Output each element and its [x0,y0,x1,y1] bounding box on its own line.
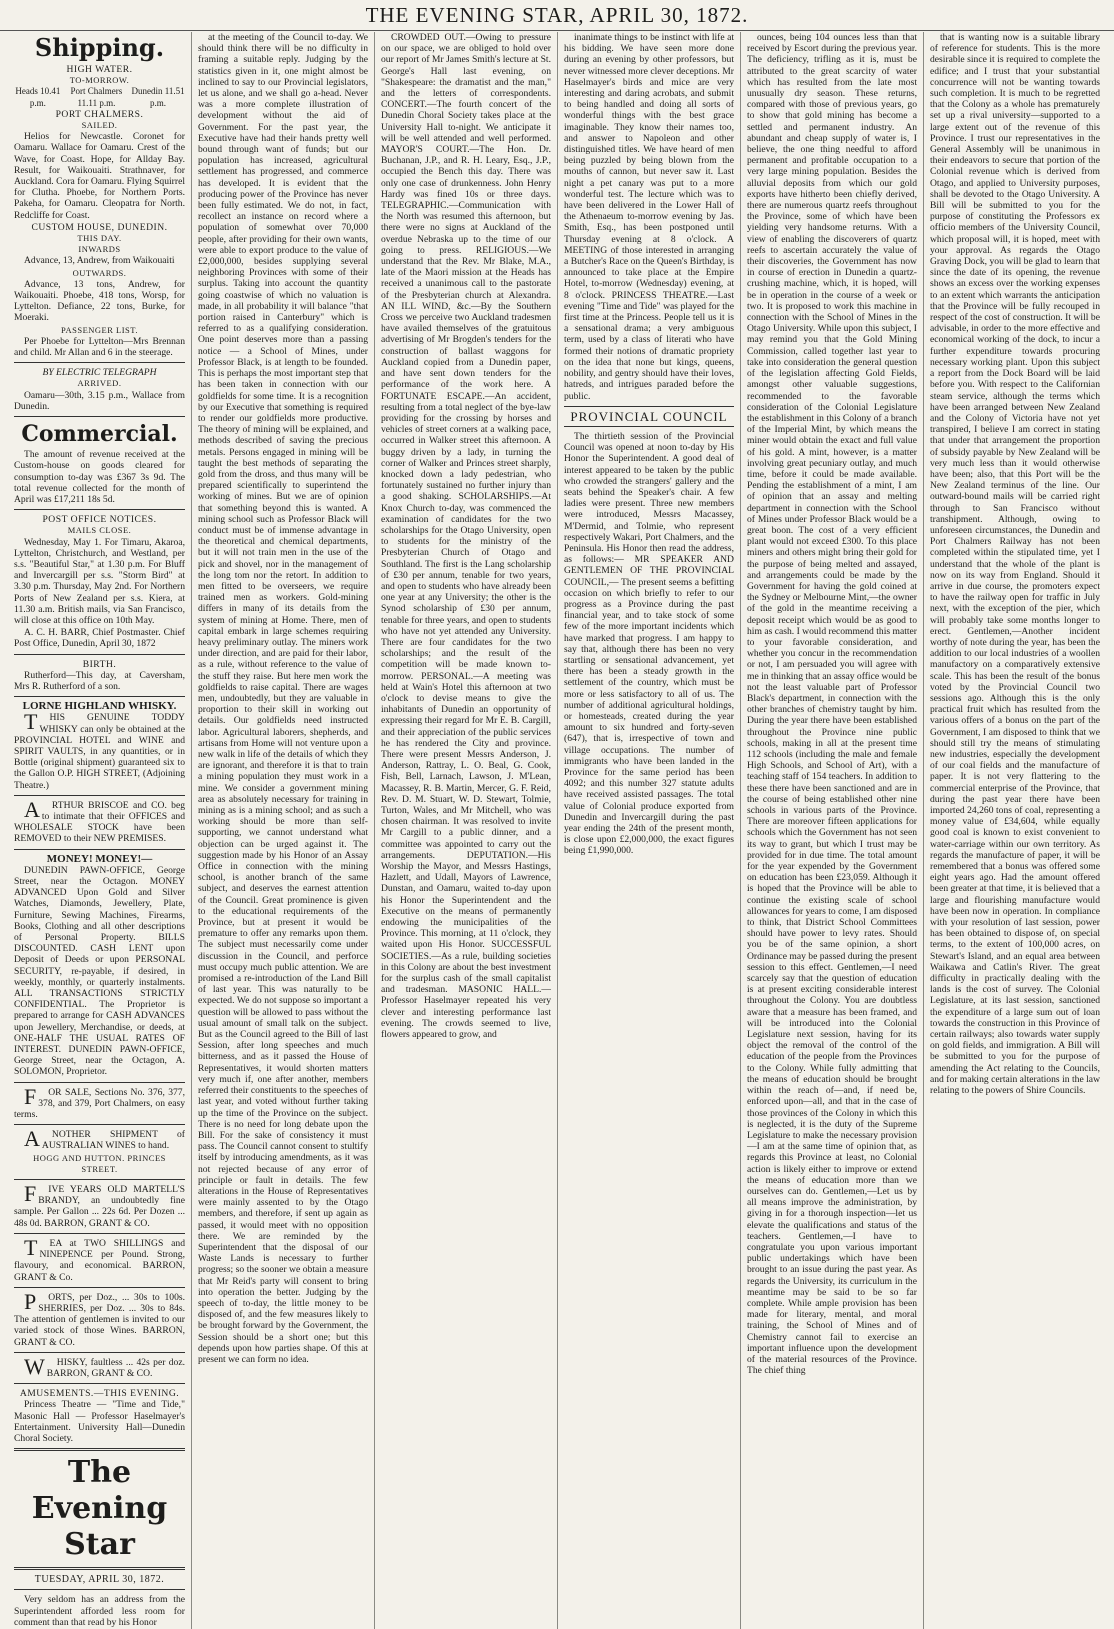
double-rule [14,1567,185,1570]
rule [14,795,185,796]
local-news-items: CROWDED OUT.—Owing to pressure on our space, we are obliged to hold over our report of Mr James Smith's lecture at St. George's Hall last evening, on "Shakespeare: the dramatist and the man," and the letters of correspondents. CONCERT.—The fourth concert of the Dunedin Choral Society takes place at the University Hall to-night. We anticipate it will be well attended and well performed. MAYOR'S COURT.—The Hon. Dr. Buchanan, J.P., and R. H. Leary, Esq., J.P., occupied the Bench this day. There was only one case of drunkenness. John Henry Hardy was fined 10s or three days. TELEGRAPHIC.—Communication with the North was resumed this afternoon, but there were no signs at Auckland of the overdue Nebraska up to the time of our going to press. RELIGIOUS.—We understand that the Rev. Mr Blake, M.A., late of the Maori mission at the Heads has received a unanimous call to the pastorate of the Presbyterian church at Alexandra. AN ILL WIND, &c.—By the Southern Cross we perceive two Auckland tradesmen have availed themselves of the gratuitous advertising of Mr Brogden's tenders for the construction of ballast waggons for Auckland copied from a Dunedin paper, and have sent down tenders for the performance of the work here. A FORTUNATE ESCAPE.—An accident, resulting from a total neglect of the bye-law providing for the crossing by horses and vehicles of street corners at a walking pace, occurred in Walker street this afternoon. A buggy driven by a lady, in turning the corner of Walker and Princes street sharply, knocked down a lady pedestrian, who fortunately sustained no further injury than a good shaking. SCHOLARSHIPS.—At Knox Church to-day, was commenced the examination of candidates for the two scholarships for the Otago University, open to students for the ministry of the Presbyterian Church of Otago and Southland. The first is the Lang scholarship of £30 per annum, tenable for two years, and open to students who have already been one year at any University; the other is the Synod scholarship of £30 per annum, tenable for three years, and open to students who have not yet attended any University. There are four candidates for the two scholarships; and the result of the competition will be made known to-morrow. PERSONAL.—A meeting was held at Wain's Hotel this afternoon at two o'clock to devise means to give the inhabitants of Dunedin an opportunity of expressing their regard for Mr E. B. Cargill, and their appreciation of the public services he has rendered the City and province. There were present Messrs Anderson, J. Anderson, Rattray, L. O. Beal, G. Cook, Fish, Bell, Larnach, Lawson, J. M'Lean, Macassey, R. B. Martin, Mercer, G. F. Reid, Rev. D. M. Stuart, W. D. Stewart, Tolmie, Turton, Wales, and Mr Mitchell, who was chosen chairman. It was resolved to invite Mr Cargill to a public dinner, and a committee was appointed to carry out the arrangements. DEPUTATION.—His Worship the Mayor, and Messrs Hastings, Hazlett, and Udall, Mayors of Lawrence, Dunstan, and Oamaru, waited to-day upon his Honor the Superintendent and the Executive on the means of permanently endowing the municipalities of the Province. This morning, at 11 o'clock, they waited upon His Honor. SUCCESSFUL SOCIETIES.—As a rule, building societies in this Colony are about the best investment for the surplus cash of the small capitalist and tradesman. MASONIC HALL.—Professor Haselmayer repeated his very clever and interesting performance last evening. The crowds seemed to live, flowers appeared to grow, and [381,32,551,1041]
hogg-hutton-sign: HOGG AND HUTTON. PRINCES STREET. [33,1152,166,1174]
ports-sherries-ad: PORTS, per Doz., ... 30s to 100s. SHERRIES, per Doz. ... 30s to 84s. The attention of gentlemen is invited to our varied stock of those Wines. BARRON, GRANT & CO. [14,1288,185,1348]
column-6 [923,32,1106,1629]
australian-wines-ad: ANOTHER SHIPMENT of AUSTRALIAN WINES to hand. [24,1126,185,1152]
lorne-whisky-heading: LORNE HIGHLAND WHISKY. [22,700,177,713]
column-5 [740,32,923,1629]
provincial-council-report: The thirtieth session of the Provincial Council was opened at noon to-day by His Honor the Superintendent. A good deal of interest appeared to be taken by the public who crowded the strangers' gallery and the seats behind the Speaker's chair. A few ladies were present. Three new members were introduced, Messrs Macassey, M'Dermid, and Tolmie, who represent respectively Wakari, Port Chalmers, and the Peninsula. His Honor then read the address, as follows:— MR SPEAKER AND GENTLEMEN OF THE PROVINCIAL COUNCIL,— The present seems a befitting occasion on which briefly to refer to our progress as a Province during the past financial year, and to take stock of some few of the more important incidents which have marked that progress. I am happy to say that, although there has been no very startling or sensational advancement, yet there has been a steady growth in the settlement of the country, which must be more or less satisfactory to all of us. The number of additional agricultural holdings, or homesteads, created during the year amount to six hundred and forty-seven (647), that is, irrespective of town and village occupations. The number of immigrants who have been landed in the Province for the same period has been 4092; and this number 327 statute adults have received assisted passages. The total value of Colonial produce exported from Dunedin and Invercargill during the past year ending the 24th of the present month, is close upon £2,000,000, the exact figures being £1,990,000. [564,430,734,857]
arrived-label: ARRIVED. [77,378,122,389]
rule [14,1124,185,1125]
column-4 [557,32,740,1629]
postmaster-sign: A. C. H. BARR, Chief Postmaster. Chief Post Office, Dunedin, April 30, 1872 [14,627,185,650]
shipping-heading: Shipping. [34,33,165,62]
rule [14,1383,185,1384]
rule [14,1179,185,1180]
port-chalmers-heading: PORT CHALMERS. [55,108,144,120]
brandy-ad: FIVE YEARS OLD MARTELL'S BRANDY, an undoubtedly fine sample. Per Gallon ... 22s 6d. Per Dozen ... 48s 0d. BARRON, GRANT & CO. [14,1181,185,1229]
commercial-heading: Commercial. [21,421,178,448]
tide-port-chalmers: Port Chalmers 11.11 p.m. [70,86,123,108]
tea-ad: TEA at TWO SHILLINGS and NINEPENCE per Pound. Strong, flavoury, and economical. BARRON, GRANT & Co. [14,1234,185,1283]
rule [14,1589,185,1590]
telegraph-heading: BY ELECTRIC TELEGRAPH [42,367,157,379]
rule [14,416,185,417]
commercial-text: The amount of revenue received at the Custom-house on goods cleared for consumption to-day was £367 3s 9d. The total revenue collected for the month of April was £17,211 18s 5d. [14,449,185,505]
superintendent-address-final: that is wanting now is a suitable library of reference for students. This is the more desirable since it is required to complete the edifice; and I trust that your substantial concurrence will not be wanting towards such completion. It is much to be regretted that the Colony as a whole has prematurely set up a rival university—supported to a large extent out of the revenue of this Province. I trust our representatives in the General Assembly will be unanimous in their endeavors to secure that portion of the Colonial revenue which is derived from Otago, and applied to University purposes, shall be devoted to the Otago University. A Bill will be submitted to you for the purpose of constituting the Professors ex officio members of the University Council, which proposal will, it is hoped, meet with your approval. As regards the Otago Graving Dock, you will be glad to learn that since the date of its opening, the revenue shows an excess over the working expenses to an extent which warrants the anticipation that the Province will be fully recouped in respect of the cost of construction. It will be advisable, in order to the more effective and economical working of the dock, to incur a further expenditure towards procuring necessary working plant. Upon this subject a report from the Dock Board will be laid before you. With respect to the Californian steam service, although the terms which have been arranged between New Zealand and the Colony of Victoria have not yet transpired, I believe I am correct in stating that under that arrangement the proportion of subsidy payable by New Zealand will be very much less than it would otherwise have been; also, that this Port will be the New Zealand terminus of the line. Our outward-bound mails will be carried right through to San Francisco without transhipment. Although, owing to unforeseen circumstances, the Dunedin and Port Chalmers Railway has not been completed within the stipulated time, yet I understand that the whole of the plant is now on its way from England. Should it arrive in due course, the promoters expect to have the railway open for traffic in July next, with the exception of the pier, which will probably take some months longer to erect. Gentlemen,—Another incident worthy of note during the year, has been the addition to our local industries of a woollen manufactory on a comparatively extensive scale. This has been the result of the bonus voted by the Provincial Council two sessions ago. Although this is the only practical fruit which has resulted from the various offers of a bonus on the part of the Government, I am disposed to think that we should still try the means of stimulating new industries, especially the development of our coal fields and the manufacture of paper. It is not very flattering to the commercial enterprise of the Province, that during the past year there have been imported 24,260 tons of coal, representing a money value of £34,604, while equally good coal is known to exist convenient to water-carriage within our own territory. As regards the manufacture of paper, it will be remembered that a bonus was offered some eight years ago. Had the amount offered been greater at that time, it is believed that a large and flourishing manufacture would have been now in operation. In compliance with your resolution of last session, power has been obtained to dispose of, on special terms, to the extent of 100,000 acres, on Stewart's Island, and an equal area between Waikawa and Catlin's River. The great difficulty in practically dealing with the lands is the cost of survey. The Colonial Legislature, at its last session, sanctioned the expenditure of a large sum out of loan towards the construction in this Province of certain railways; also towards water supply on gold fields, and immigration. A Bill will be submitted to you for the purpose of amending the Act relating to the Councils, and for making certain alterations in the law relating to the powers of Shire Councils. [930,32,1100,1097]
whisky-ad: WHISKY, faultless ... 42s per doz. BARRON, GRANT & CO. [24,1353,185,1379]
provincial-council-heading: PROVINCIAL COUNCIL [570,408,728,424]
lorne-whisky-ad: THIS GENUINE TODDY WHISKY can only be obtained at the PROVINCIAL HOTEL and WINE and SPIRIT VAULTS, in any quantities, or in Bottle (original shipment) guaranteed six to the Gallon O.P. HIGH STREET, (Adjoining Theatre.) [14,709,185,791]
custom-house-heading: CUSTOM HOUSE, DUNEDIN. [31,221,168,233]
amusements-heading: AMUSEMENTS.—THIS EVENING. [19,1388,180,1400]
tide-table [14,86,185,108]
post-office-heading: POST OFFICE NOTICES. [42,514,157,526]
rule [14,696,185,697]
masthead: THE EVENING STAR, APRIL 30, 1872. [0,0,1114,31]
superintendent-address-continued: ounces, being 104 ounces less than that received by Escort during the previous year. The deficiency, trifling as it is, must be attributed to the great scarcity of water which has resulted from the late most unusually dry season. These returns, compared with those of previous years, go to show that gold mining has become a settled and permanent industry. An abundant and cheap supply of water is, I believe, the one thing needful to afford permanent and profitable occupation to a very large mining population. Besides the alluvial deposits from which our gold exports have hitherto been chiefly derived, there are numerous quartz reefs throughout the Province, some of which have been yielding very handsome returns. With a view of enabling the discoverers of quartz reefs to ascertain accurately the value of their discoveries, the Government has now in course of erection in Dunedin a quartz-crushing machine, which, it is hoped, will be in operation in the course of a week or two. It is proposed to work this machine in connection with the School of Mines in the Otago University. While upon this subject, I may remind you that the Gold Mining Commission, called together last year to take into consideration the general question of the legislation affecting Gold Fields, amongst other valuable suggestions, recommended to the favorable consideration of the Colonial Legislature the establishment in this Colony of a branch of the Imperial Mint, by which means the miner would obtain the exact and full value of his gold. A mint, however, is a matter involving great pecuniary outlay, and much time, before it could be made available. Pending the establishment of a mint, I am of opinion that an assay and melting department in connection with the School of Mines under Professor Black would be a great boon. The cost of a very efficient plant would not exceed £300. To this place miners and others might bring their gold for the purpose of being melted and assayed, and arrangements could be made by the Government for having the gold coined at the Sydney or Melbourne Mint,—the owner of the gold in the meantime receiving a deposit receipt which would be as good to him as cash. I would recommend this matter to your favorable consideration, and whether you concur in the recommendation or not, I am persuaded you will agree with me in thinking that an assay office would be not the least valuable part of Professor Black's department, in connection with the other branches of chemistry taught by him. During the year there have been established throughout the Province nine public schools, making in all at the present time 112 schools (including the male and female High Schools, and School of Art), with a teaching staff of 154 teachers. In addition to these there have been sanctioned and are in the course of being established other nine schools in various parts of the Province. There are moreover fifteen applications for schools which the Government has not seen its way to grant, but which I trust may be provided for in due time. The total amount for the year expended by the Government on education has been £23,059. Although it is hoped that the Province will be able to continue the existing scale of school allowances for years to come, I am disposed to think, that District School Committees should have power to levy rates. Should you be of the same opinion, a short Ordinance may be passed during the present session to this effect. Gentlemen,—I need scarcely say that the question of education is at present exciting considerable interest throughout the Colony. You are doubtless aware that a measure has been framed, and will be introduced into the Colonial Legislature next session, having for its object the removal of the control of the education of the people from the Provinces to the Colony. While fully admitting that the means of education should be brought within the reach of—and, if need be, enforced upon—all, and that in the case of those provinces of the Colony in which this is neglected, it is the duty of the Supreme Legislature to make the necessary provision—I am at the same time of opinion that, as regards this Province at least, no Colonial action is likely either to improve or extend the means of education more than we ourselves can do. Gentlemen,—Let us by all means improve the administration, by giving in for a thorough inspection—let us elevate the qualifications and status of the teachers. Gentlemen,—I have to congratulate you upon various important public undertakings which have been brought to an issue during the past year. As regards the University, its curriculum in the meantime may be said to be so far complete. While ample provision has been made for literary, mental, and moral training, the School of Mines and of Chemistry cannot fail to exercise an important influence upon the development of the material resources of the Province. The chief thing [747,32,917,1377]
passenger-list-label: PASSENGER LIST. [61,324,138,335]
rule [14,1287,185,1288]
sailed-list: Helios for Newcastle. Coronet for Oamaru. Wallace for Oamaru. Crest of the Wave, for Coast. Hope, for Allday Bay. Result, for Waikouaiti. Strathnaver, for Auckland. Cora for Oamaru. Flying Squirrel for Clutha. Phoebe, for Northern Ports. Pakeha, for Oamaru. Cleopatra for North. Redcliffe for Coast. [14,131,185,221]
inwards-text: Advance, 13, Andrew, from Waikouaiti [24,255,175,267]
evening-star-nameplate: The Evening Star [31,1455,168,1563]
rule [14,654,185,655]
column-1 [8,32,191,1629]
mails-close-label: MAILS CLOSE. [67,525,132,536]
column-3 [374,32,557,1629]
birth-text: Rutherford—This day, at Caversham, Mrs R. Rutherford of a son. [14,669,185,692]
leader-article: at the meeting of the Council to-day. We should think there will be no difficulty in framing a suitable reply. Judging by the statistics given in it, one might almost be inclined to say to our Provincial legislators, let us alone, and we shall go a-head. Never was a more complete illustration of development without the aid of Government. For the past year, the Executive have had their hands pretty well bound through want of funds; but our population has increased, agricultural settlement has progressed, and commerce has developed. It is evident that the producing power of the Province has never been fully estimated. We do not, in fact, recollect an instance on record where a population of somewhat over 70,000 people, after providing for their own wants, were able to export produce to the value of £2,000,000, besides supplying several neighboring Provinces with some of their surplus. Taking into account the quantity going coastwise of which no valuation is made, in all probability it will balance "that portion raised in Canterbury" which is referred to as a qualifying consideration. One point deserves more than a passing notice — a School of Mines, under Professor Black, is at length to be founded. This is perhaps the most important step that has been taken in connection with our goldfields for some time. It is a recognition by our Executive that something is required to render our goldfields more productive. The theory of mining will be explained, and methods described of saving the precious metals. Persons engaged in mining will be taught the best methods of separating the gold from the dross, and thus many will be prepared scientifically to superintend the working of mines. But we are of opinion that something beyond this is wanted. A mining school such as Professor Black will conduct must be of immense advantage in the theoretical and chemical departments, but it will not train men in the use of the pick and shovel, nor in the management of the long tom nor the retort. In addition to men fitted to be overseers, we require trained men as workers. Gold-mining differs in many of its details from the system of mining at Home. There, men of capital embark in large schemes requiring heavy preliminary outlay. The miners work under direction, and are paid for their labor, as a rule, without reference to the value of the stuff they raise. But here men work the goldfields to raise capital. There are wages men, undoubtedly, but they are valuable in proportion to their skill in working out details. Our goldfields need instructed labor. Agricultural laborers, shepherds, and artisans from Home will not venture upon a new walk in life of the details of which they are ignorant, and therefore it is that to train a mining population they must work in a mine. We consider a government mining area as absolutely necessary for training in mining as is a mining school; and as such a working should be more than self-supporting, we cannot understand what objection can be urged against it. The suggestion made by his Honor of an Assay Office in connection with the mining school, is another branch of the same subject, and deserves the earnest attention of the Council. Great prominence is given to the educational requirements of the Province, but at present it would be premature to offer any remarks upon them. The subject must necessarily come under discussion in the Council, and perforce must occupy much public attention. We are promised a re-introduction of the Land Bill of last year. This was naturally to be expected. We do not suppose so important a question will be allowed to pass without the usual amount of small talk on the subject. But as the Council agreed to the Bill of last Session, after long speeches and much bitterness, and as it passed the House of Representatives, it would shorten matters very much if, one after another, members referred their constituents to the speeches of last year, and voted without further taking up the time of the Province on the subject. There is no need for long debate upon the Bill. For the sake of consistency it must pass. The Council cannot consent to stultify itself by introducing amendments, as it was not rejected because of any error of principle or fault in details. The few alterations in the House of Representatives were mainly assented to by the Otago members, and therefore, if sent up again as passed, it would meet with no opposition there. We are reminded by the Superintendent that the disposal of our Waste Lands is necessary to further progress; so the sooner we obtain a measure that Mr Reid's party will consent to bring into operation the better. Judging by the speech of to-day, the little money to be disposed of, and the few measures likely to be brought forward by the Government, the Session should be a short one; but this depends upon how parties shape. Of this at present we can form no idea. [198,32,368,1365]
passenger-text: Per Phoebe for Lyttelton—Mrs Brennan and child. Mr Allan and 6 in the steerage. [14,335,185,359]
rule [14,362,185,363]
outwards-text: Advance, 13 tons, Andrew, for Waikouaiti. Phoebe, 418 tons, Worsp, for Lyttelton. Defiance, 22 tons, Burke, for Moeraki. [14,278,185,324]
leader-opening: Very seldom has an address from the Superintendent afforded less room for comment than that read by his Honor [14,1594,185,1628]
pawn-office-ad: DUNEDIN PAWN-OFFICE, George Street, near the Octagon. MONEY ADVANCED Upon Gold and Silver Watches, Diamonds, Jewellery, Plate, Furniture, Sewing Machines, Firearms, Books, Clothing and all other descriptions of Personal Property. BILLS DISCOUNTED. CASH LENT upon Deposit of Deeds or upon PERSONAL SECURITY, re-payable, if desired, in weekly, monthly, or quarterly instalments. ALL TRANSACTIONS STRICTLY CONFIDENTIAL. The Proprietor is prepared to arrange for CASH ADVANCES upon Jewellery, Merchandise, or deeds, at ONE-HALF THE USUAL RATES OF INTEREST. DUNEDIN PAWN-OFFICE, George Street, near the Octagon, A. SOLOMON, Proprietor. [14,864,185,1078]
high-water-heading: HIGH WATER. [66,64,133,75]
rule [564,406,734,407]
inwards-label: INWARDS [78,244,121,255]
rule [14,1082,185,1083]
rule [14,509,185,510]
sailed-label: SAILED. [81,120,118,131]
double-rule [14,1448,185,1451]
money-heading: MONEY! MONEY!— [46,852,153,865]
mails-text: Wednesday, May 1. For Timaru, Akaroa, Lyttelton, Christchurch, and Westland, per s.s. "Beautiful Star," at 1.30 p.m. For Bluff and Invercargill per s.s. "Storm Bird" at 3.30 p.m. Thursday, May 2nd. For Northern Ports of New Zealand per s.s. Kiera, at 11.30 a.m. British mails, via San Francisco, will close at this office on 10th May. [14,536,185,626]
arrived-text: Oamaru—30th, 3.15 p.m., Wallace from Dunedin. [14,389,185,412]
to-morrow-label: TO-MORROW. [69,75,130,86]
rule [14,849,185,850]
for-sale-ad: FOR SALE, Sections No. 376, 377, 378, and 379, Port Chalmers, on easy terms. [14,1083,185,1121]
tide-heads: Heads 10.41 p.m. [15,86,61,108]
newspaper-columns [8,32,1106,1628]
tide-dunedin: Dunedin 11.51 p.m. [131,86,185,108]
rule [14,1233,185,1234]
rule [14,1352,185,1353]
briscoe-ad: ARTHUR BRISCOE and CO. beg to intimate that their OFFICES and WHOLESALE STOCK have been REMOVED to their NEW PREMISES. [14,796,185,845]
this-day-label: THIS DAY. [77,233,122,244]
local-news-continued: inanimate things to be instinct with life at his bidding. We have seen more done during an evening by other professors, but never witnessed more clever deceptions. Mr Haselmayer's birds and mice are very interesting and daring acrobats, and submit to being handled and doing all sorts of wonderful things with the best grace imaginable. They know their names too, and answer to Napoleon and other distinguished titles. We have heard of men being puzzled by being blown from the mouths of cannon, but never saw it. Last night a pet canary was put to a more wonderful test. The lecture which was to have been delivered in the Lower Hall of the Athenaeum to-morrow evening by Jas. Smith, Esq., has been postponed until Thursday evening at 8 o'clock. A MEETING of those interested in arranging a Butcher's Race on the Queen's Birthday, is announced to take place at the Empire Hotel, to-morrow (Wednesday) evening, at 8 o'clock. PRINCESS THEATRE.—Last evening "Time and Tide" was played for the first time at the Princess. People tell us it is a sensational drama; a very ambiguous term, used by a class of literati who have formed their notions of dramatic propriety on the idea that none but kings, queens, nobility, and gentry should have their loves, hatreds, and intrigues paraded before the public. [564,32,734,402]
birth-heading: BIRTH. [82,658,117,670]
issue-date-line: TUESDAY, APRIL 30, 1872. [34,1574,165,1586]
outwards-label: OUTWARDS. [72,267,127,278]
amusements-text: Princess Theatre — "Time and Tide," Masonic Hall — Professor Haselmayer's Entertainment. University Hall—Dunedin Choral Society. [14,1399,185,1444]
column-2 [191,32,374,1629]
rule [564,426,734,427]
